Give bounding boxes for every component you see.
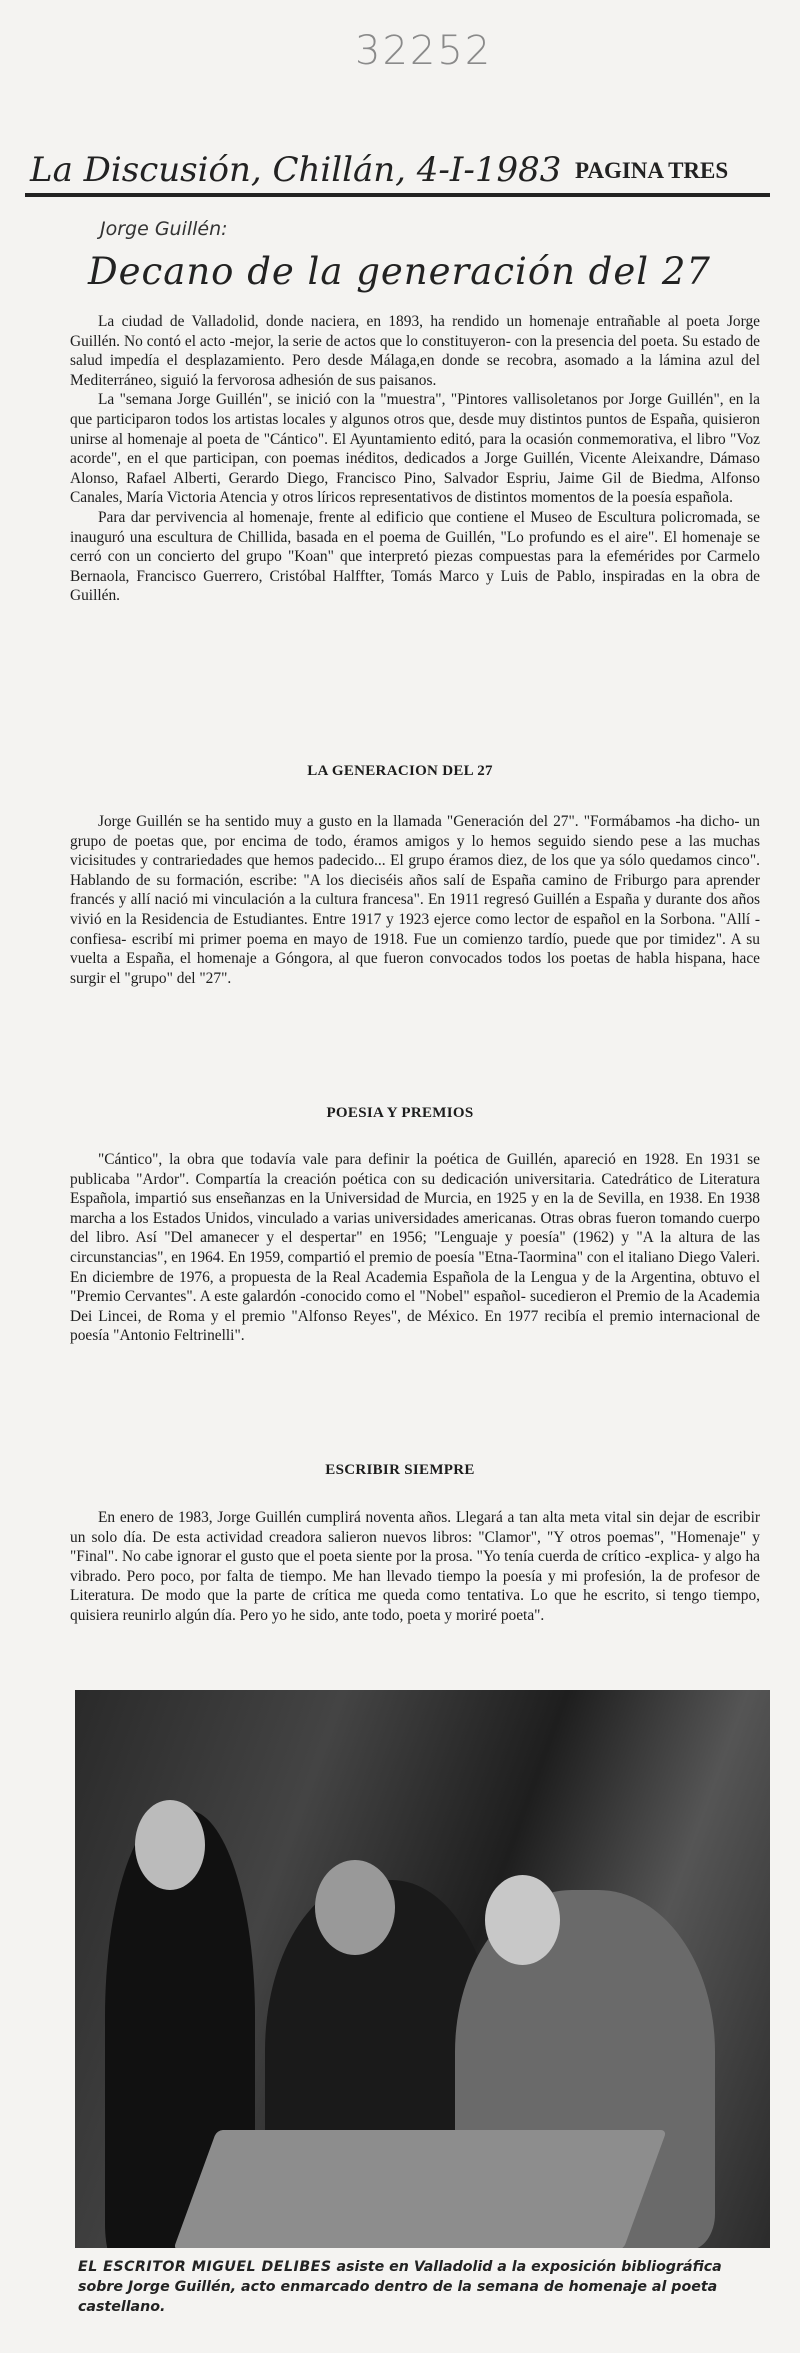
paragraph: La "semana Jorge Guillén", se inició con la "muestra", "Pintores vallisoletanos por Jorge Guillén", en la que participaron todos los artistas locales y algunos otros que, desde muy distintos puntos de España, quisieron unirse al homenaje al poeta de "Cántico". El Ayuntamiento editó, para la ocasión conmemorativa, el libro "Voz acorde", en el que participan, con poemas inéditos, dedicados a Jorge Guillén, Vicente Aleixandre, Dámaso Alonso, Rafael Alberti, Gerardo Diego, Francisco Pino, Salvador Espriu, Jaime Gil de Biedma, Alfonso Canales, María Victoria Atencia y otros líricos representativos de distintos momentos de la poesía española. bbox=[70, 391, 760, 507]
section-text bbox=[70, 1508, 760, 1626]
header-rule bbox=[25, 193, 770, 197]
photo-face bbox=[135, 1800, 205, 1890]
photo-display-case bbox=[173, 2130, 667, 2248]
photo-caption bbox=[78, 2257, 768, 2317]
paragraph: Jorge Guillén se ha sentido muy a gusto en la llamada "Generación del 27". "Formábamos -ha dicho- un grupo de poetas que, por encima de todo, éramos amigos y lo hemos seguido siendo pese a las muchas vicisitudes y contrariedades que hemos padecido... El grupo éramos diez, de los que ya sólo quedamos cinco". Hablando de su formación, escribe: "A los dieciséis años salí de España camino de Friburgo para aprender francés y allí nació mi vinculación a la cultura francesa". En 1911 regresó Guillén a España y durante dos años vivió en la Residencia de Estudiantes. Entre 1917 y 1923 ejerce como lector de español en la Sorbona. "Allí -confiesa- escribí mi primer poema en mayo de 1918. Fue un comienzo tardío, puede que por timidez". A su vuelta a España, el homenaje a Góngora, al que fueron convocados todos los poetas de habla hispana, hace surgir el "grupo" del "27". bbox=[70, 813, 760, 987]
article-headline: Decano de la generación del 27 bbox=[88, 250, 711, 293]
photo-face bbox=[315, 1860, 395, 1955]
photo-face bbox=[485, 1875, 560, 1965]
section-text bbox=[70, 812, 760, 988]
caption-text: asiste en Valladolid a la exposición bibliográfica sobre Jorge Guillén, acto enmarcado dentro de la semana de homenaje al poeta castellano. bbox=[78, 2259, 722, 2315]
section-heading: POESIA Y PREMIOS bbox=[326, 1105, 474, 1121]
archive-number-handwritten: 32252 bbox=[355, 28, 493, 74]
section-text bbox=[70, 1150, 760, 1346]
paragraph: Para dar pervivencia al homenaje, frente al edificio que contiene el Museo de Escultura policromada, se inauguró una escultura de Chillida, basada en el poema de Guillén, "Lo profundo es el aire". El homenaje se cerró con un concierto del grupo "Koan" que interpretó piezas compuestas para la efemérides por Carmelo Bernaola, Francisco Guerrero, Cristóbal Halffter, Tomás Marco y Luis de Pablo, inspiradas en la obra de Guillén. bbox=[70, 508, 760, 605]
section-heading: LA GENERACION DEL 27 bbox=[307, 763, 493, 779]
news-photo bbox=[75, 1690, 770, 2248]
article-kicker: Jorge Guillén: bbox=[100, 218, 228, 240]
section-heading: ESCRIBIR SIEMPRE bbox=[325, 1462, 475, 1478]
caption-lead: EL ESCRITOR MIGUEL DELIBES bbox=[78, 2259, 332, 2275]
handwritten-source-note: La Discusión, Chillán, 4-I-1983 bbox=[30, 150, 562, 190]
paragraph: La ciudad de Valladolid, donde naciera, en 1893, ha rendido un homenaje entrañable al poeta Jorge Guillén. No contó el acto -mejor, la serie de actos que lo constituyeron- con la presencia del poeta. Su estado de salud impedía el desplazamiento. Pero desde Málaga,en donde se recobra, asomado a la lámina azul del Mediterráneo, siguió la fervorosa adhesión de sus paisanos. bbox=[70, 313, 760, 389]
paragraph: "Cántico", la obra que todavía vale para definir la poética de Guillén, apareció en 1928. En 1931 se publicaba "Ardor". Compartía la creación poética con su dedicación universitaria. Catedrático de Literatura Española, impartió sus enseñanzas en la Universidad de Murcia, en 1925 y en la de Sevilla, en 1938. En 1938 marcha a los Estados Unidos, vinculado a varias universidades americanas. Otras obras fueron tomando cuerpo del libro. Así "Del amanecer y el despertar" en 1956; "Lenguaje y poesía" (1962) y "A la altura de las circunstancias", en 1964. En 1959, compartió el premio de poesía "Etna-Taormina" con el italiano Diego Valeri. En diciembre de 1976, a propuesta de la Real Academia Española de la Lengua y de la Argentina, obtuvo el "Premio Cervantes". A este galardón -conocido como el "Nobel" español- sucedieron el Premio de la Academia Dei Lincei, de Roma y el premio "Alfonso Reyes", de México. En 1977 recibía el premio internacional de poesía "Antonio Feltrinelli". bbox=[70, 1151, 760, 1345]
paragraph: En enero de 1983, Jorge Guillén cumplirá noventa años. Llegará a tan alta meta vital sin dejar de escribir un solo día. De esta actividad creadora salieron nuevos libros: "Clamor", "Y otros poemas", "Homenaje" y "Final". No cabe ignorar el gusto que el poeta siente por la prosa. "Yo tenía cuerda de crítico -explica- y algo ha vibrado. Pero poco, por falta de tiempo. Me han llevado tiempo la poesía y mi profesión, la de profesor de Literatura. De modo que la parte de crítica me queda como tentativa. Lo que he escrito, si tengo tiempo, quisiera reunirlo algún día. Pero yo he sido, ante todo, poeta y moriré poeta". bbox=[70, 1509, 760, 1624]
page-label: PAGINA TRES bbox=[575, 158, 729, 183]
intro-text bbox=[70, 312, 760, 606]
